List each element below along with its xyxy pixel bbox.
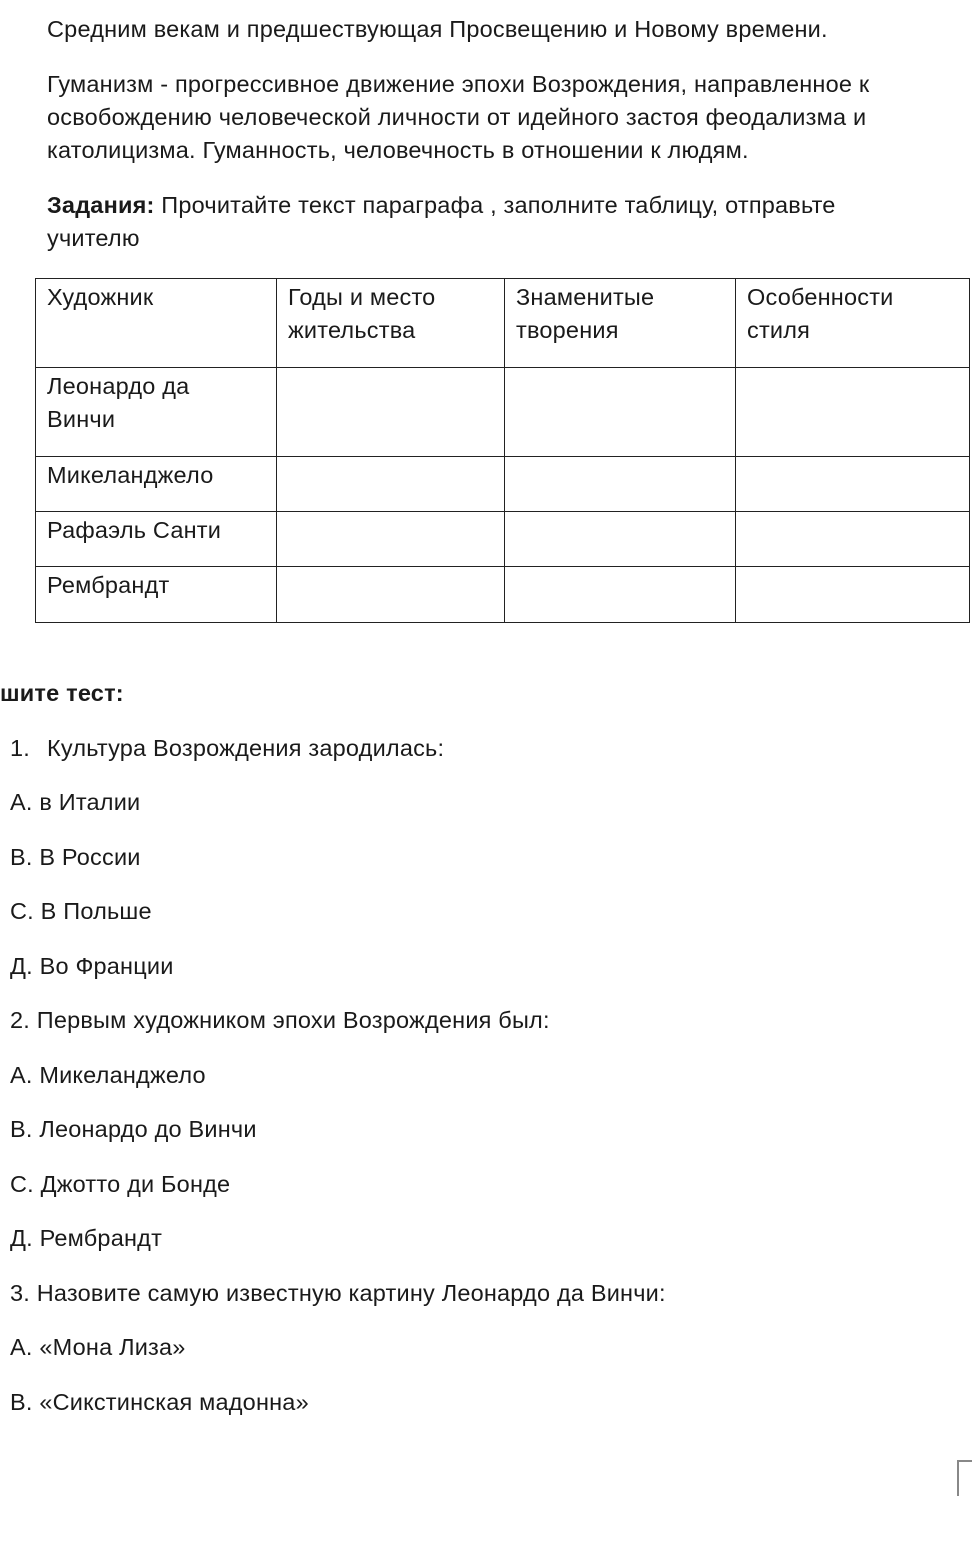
artist-cell: Микеланджело	[36, 457, 277, 512]
empty-cell[interactable]	[505, 512, 736, 567]
question-2: 2. Первым художником эпохи Возрождения был:	[10, 1007, 550, 1033]
question-1: Культура Возрождения зародилась:	[47, 735, 445, 761]
humanism-line-3: католицизма. Гуманность, человечность в отношении к людям.	[47, 137, 749, 163]
empty-cell[interactable]	[277, 457, 505, 512]
empty-cell[interactable]	[736, 567, 970, 623]
task-text: Прочитайте текст параграфа , заполните таблицу, отправьте	[154, 192, 836, 218]
intro-line: Средним векам и предшествующая Просвещению и Новому времени.	[47, 16, 828, 42]
table-header-row	[36, 279, 970, 368]
empty-cell[interactable]	[736, 512, 970, 567]
empty-cell[interactable]	[505, 368, 736, 457]
answer-option: В. «Сикстинская мадонна»	[10, 1389, 309, 1415]
header-artist: Художник	[36, 279, 277, 368]
empty-cell[interactable]	[505, 567, 736, 623]
header-years-place: Годы и место жительства	[277, 279, 505, 368]
empty-cell[interactable]	[277, 512, 505, 567]
table-row	[36, 457, 970, 512]
page-corner-mark	[957, 1460, 972, 1496]
humanism-line-2: освобождению человеческой личности от идейного застоя феодализма и	[47, 104, 867, 130]
empty-cell[interactable]	[505, 457, 736, 512]
answer-option: В. В России	[10, 844, 141, 870]
task-line-2: учителю	[47, 225, 140, 251]
task-line	[47, 189, 836, 222]
header-style-features: Особенности стиля	[736, 279, 970, 368]
test-heading: шите тест:	[0, 680, 124, 706]
artists-table	[35, 278, 970, 623]
humanism-line-1: Гуманизм - прогрессивное движение эпохи Возрождения, направленное к	[47, 71, 870, 97]
answer-option: Д. Во Франции	[10, 953, 174, 979]
artist-cell: Рафаэль Санти	[36, 512, 277, 567]
answer-option: А. Микеланджело	[10, 1062, 206, 1088]
question-3: 3. Назовите самую известную картину Леонардо да Винчи:	[10, 1280, 666, 1306]
task-label: Задания:	[47, 192, 155, 218]
answer-option: А. в Италии	[10, 789, 141, 815]
empty-cell[interactable]	[736, 368, 970, 457]
table-row	[36, 512, 970, 567]
table-row	[36, 368, 970, 457]
empty-cell[interactable]	[277, 368, 505, 457]
answer-option: С. Джотто ди Бонде	[10, 1171, 231, 1197]
answer-option: Д. Рембрандт	[10, 1225, 163, 1251]
answer-option: А. «Мона Лиза»	[10, 1334, 186, 1360]
artist-cell: Рембрандт	[36, 567, 277, 623]
answer-option: В. Леонардо до Винчи	[10, 1116, 257, 1142]
header-famous-works: Знаменитые творения	[505, 279, 736, 368]
question-1-number: 1.	[10, 735, 30, 761]
empty-cell[interactable]	[736, 457, 970, 512]
answer-option: С. В Польше	[10, 898, 152, 924]
empty-cell[interactable]	[277, 567, 505, 623]
table-row	[36, 567, 970, 623]
artist-cell: Леонардо да Винчи	[36, 368, 277, 457]
